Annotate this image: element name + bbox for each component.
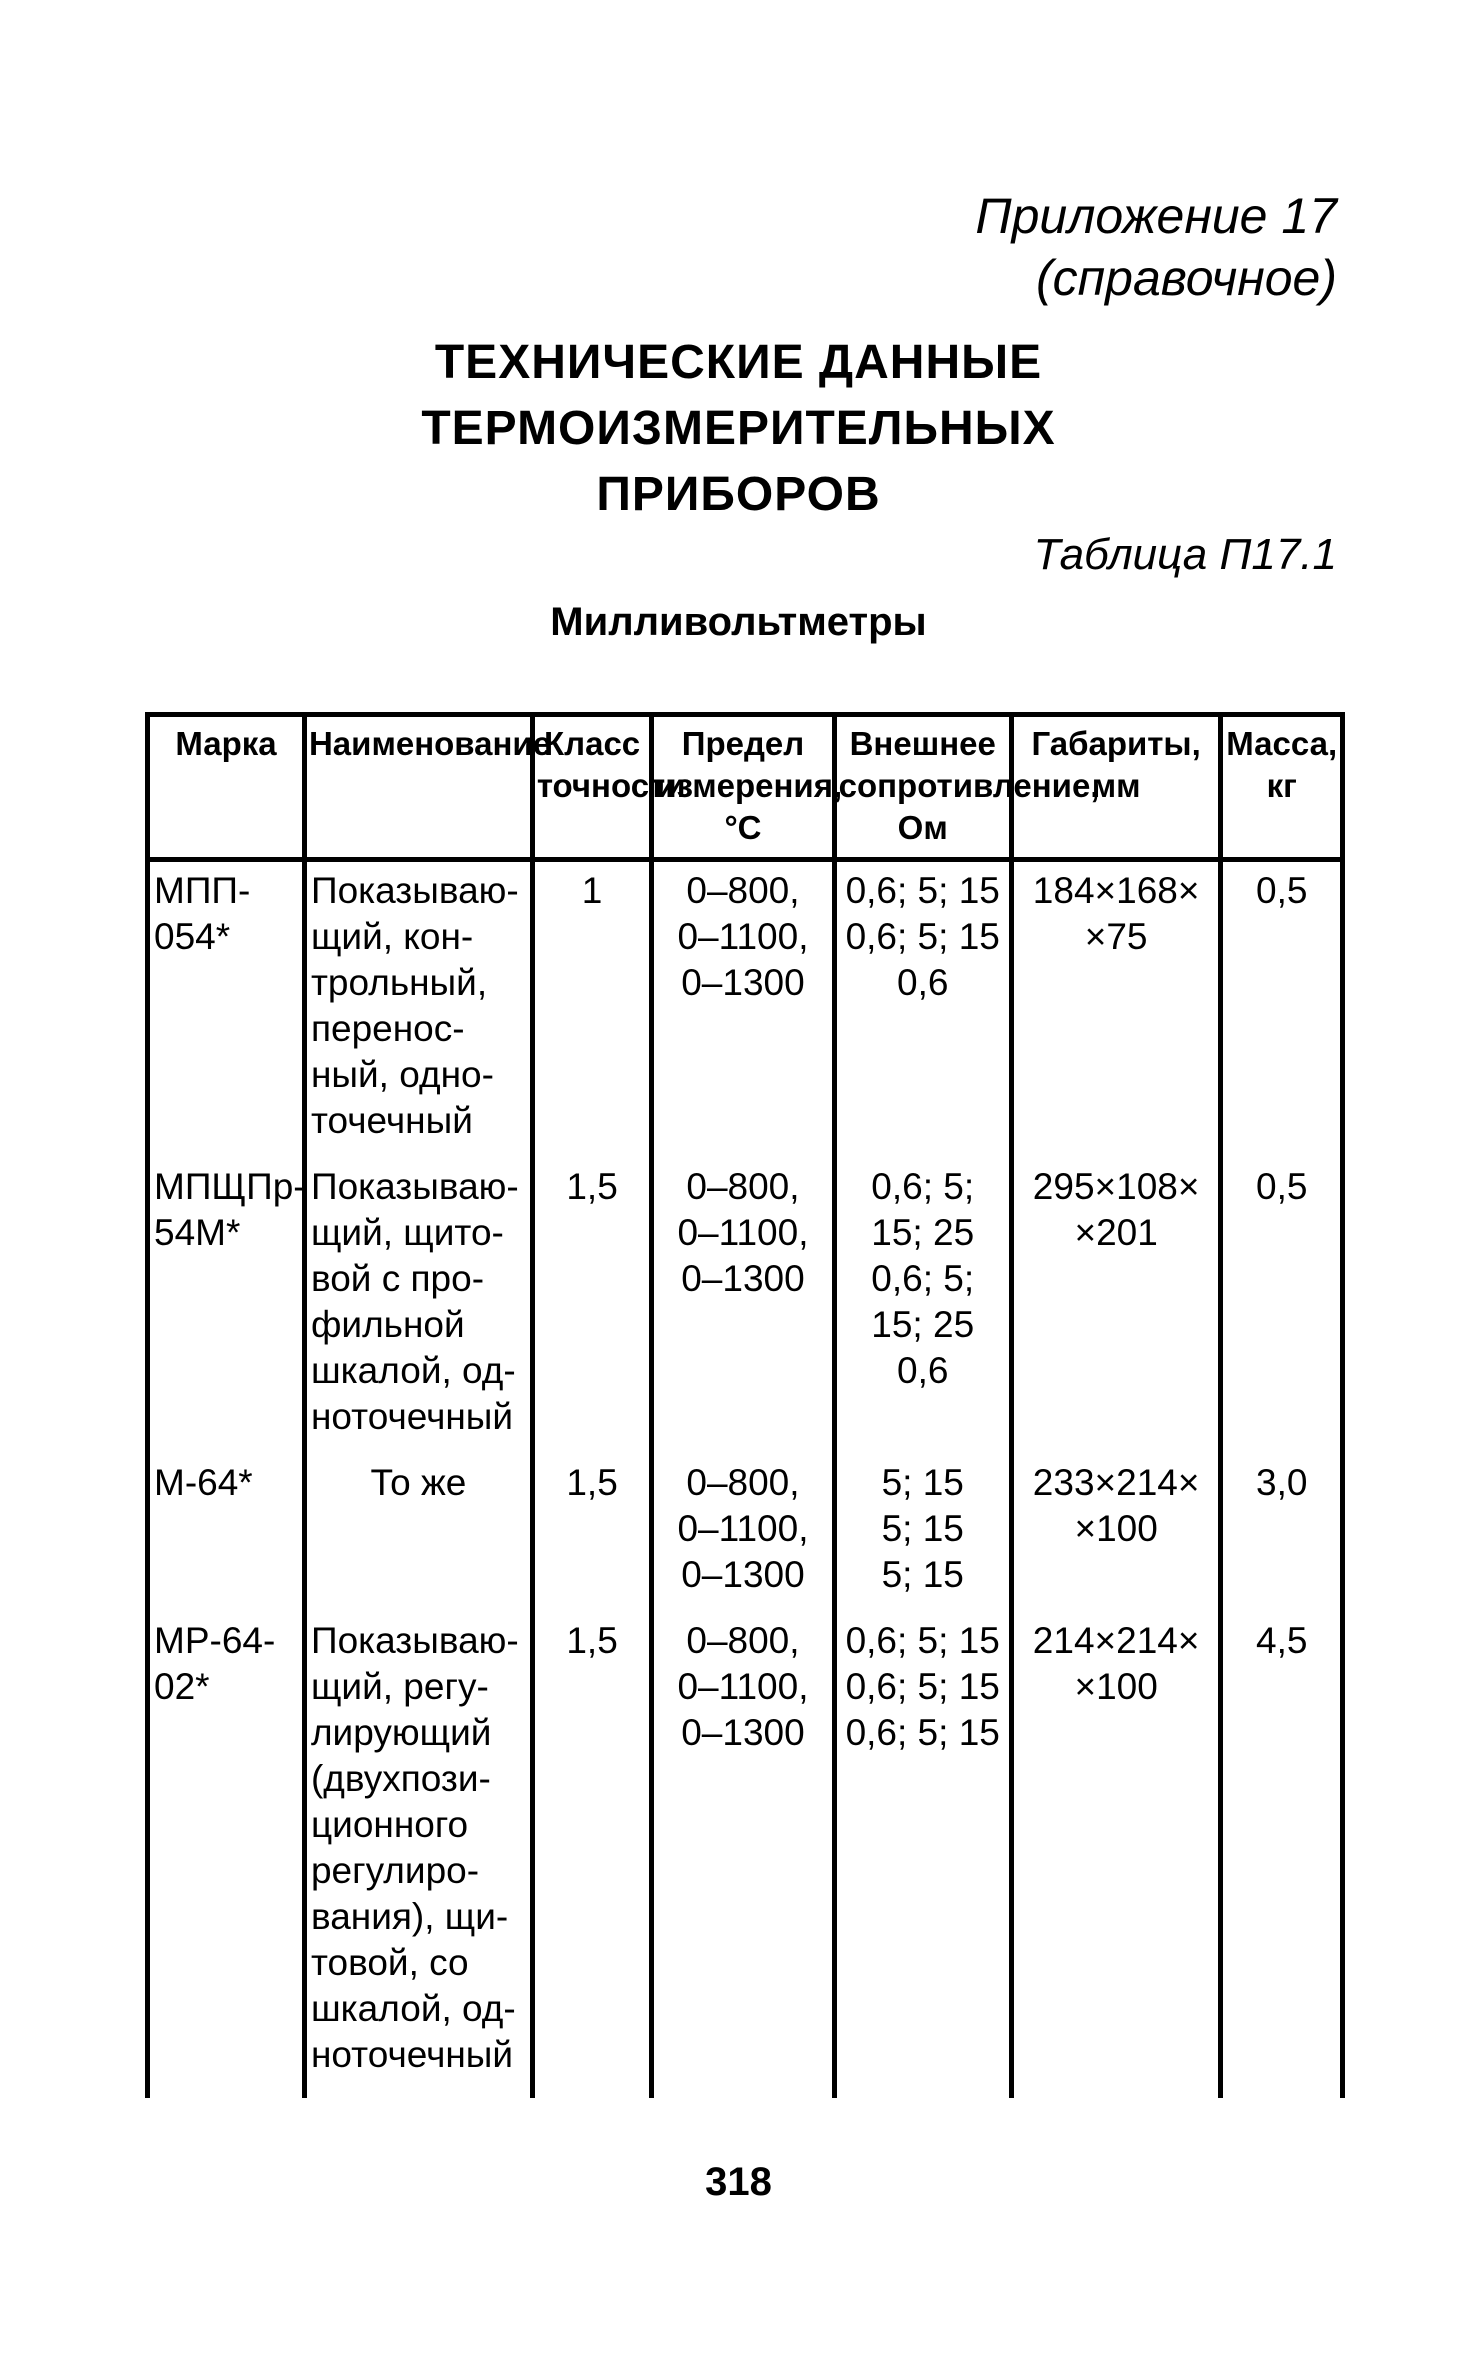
col-header-name: Наименование [304,715,532,860]
cell-range: 0–800, 0–1100, 0–1300 [677,1462,809,1595]
table-row [148,1612,1343,2098]
cell-dimensions: 214×214× ×100 [1032,1620,1200,1707]
cell-mass: 0,5 [1256,1166,1308,1207]
cell-resistance: 5; 15 5; 15 5; 15 [881,1462,964,1595]
cell-accuracy: 1,5 [566,1620,618,1661]
title-line-3: ПРИБОРОВ [596,468,881,521]
table-row [148,1158,1343,1454]
table-row [148,1454,1343,1612]
cell-name: Показываю- щий, регу- лирующий (двухпози- ционного регулиро- вания), щи- товой, со шкалой, од- ноточечный [310,1620,519,2075]
page-number: 318 [705,2160,772,2204]
col-header-dimensions: Габариты, мм [1011,715,1221,860]
cell-resistance: 0,6; 5; 15 0,6; 5; 15 0,6 [845,870,1000,1003]
cell-mass: 4,5 [1256,1620,1308,1661]
appendix-number: Приложение 17 [975,188,1337,244]
title-line-2: ТЕРМОИЗМЕРИТЕЛЬНЫХ [421,402,1056,455]
col-header-accuracy: Класс точности [532,715,652,860]
table-header-row [148,715,1343,860]
cell-mark: МПП- 054* [154,870,251,957]
cell-dimensions: 295×108× ×201 [1032,1166,1200,1253]
appendix-label [975,185,1337,309]
cell-mark: МР-64- 02* [154,1620,276,1707]
cell-name: Показываю- щий, щито- вой с про- фильной шкалой, од- ноточечный [310,1166,519,1437]
cell-resistance: 0,6; 5; 15; 25 0,6; 5; 15; 25 0,6 [871,1166,975,1391]
appendix-type: (справочное) [1035,250,1337,306]
table-subtitle: Милливольтметры [550,600,927,644]
col-header-resistance: Внешнее сопротивление, Ом [834,715,1011,860]
cell-resistance: 0,6; 5; 15 0,6; 5; 15 0,6; 5; 15 [845,1620,1000,1753]
table-number: Таблица П17.1 [1033,530,1337,579]
title-line-1: ТЕХНИЧЕСКИЕ ДАННЫЕ [434,336,1043,389]
cell-mass: 0,5 [1256,870,1308,911]
cell-accuracy: 1,5 [566,1462,618,1503]
cell-mark: МПЩПр- 54М* [154,1166,306,1253]
col-header-mass: Масса, кг [1221,715,1343,860]
cell-range: 0–800, 0–1100, 0–1300 [677,870,809,1003]
instruments-table [145,712,1345,2098]
table-row [148,860,1343,1159]
cell-mass: 3,0 [1256,1462,1308,1503]
cell-dimensions: 184×168× ×75 [1032,870,1200,957]
cell-accuracy: 1 [581,870,603,911]
cell-range: 0–800, 0–1100, 0–1300 [677,1620,809,1753]
col-header-mark: Марка [148,715,305,860]
cell-name: То же [370,1462,467,1503]
cell-mark: М-64* [154,1462,253,1503]
cell-dimensions: 233×214× ×100 [1032,1462,1200,1549]
cell-range: 0–800, 0–1100, 0–1300 [677,1166,809,1299]
cell-name: Показываю- щий, кон- трольный, перенос- ный, одно- точечный [310,870,519,1141]
page-title [0,330,1477,528]
col-header-range: Предел измерения, °C [652,715,834,860]
cell-accuracy: 1,5 [566,1166,618,1207]
